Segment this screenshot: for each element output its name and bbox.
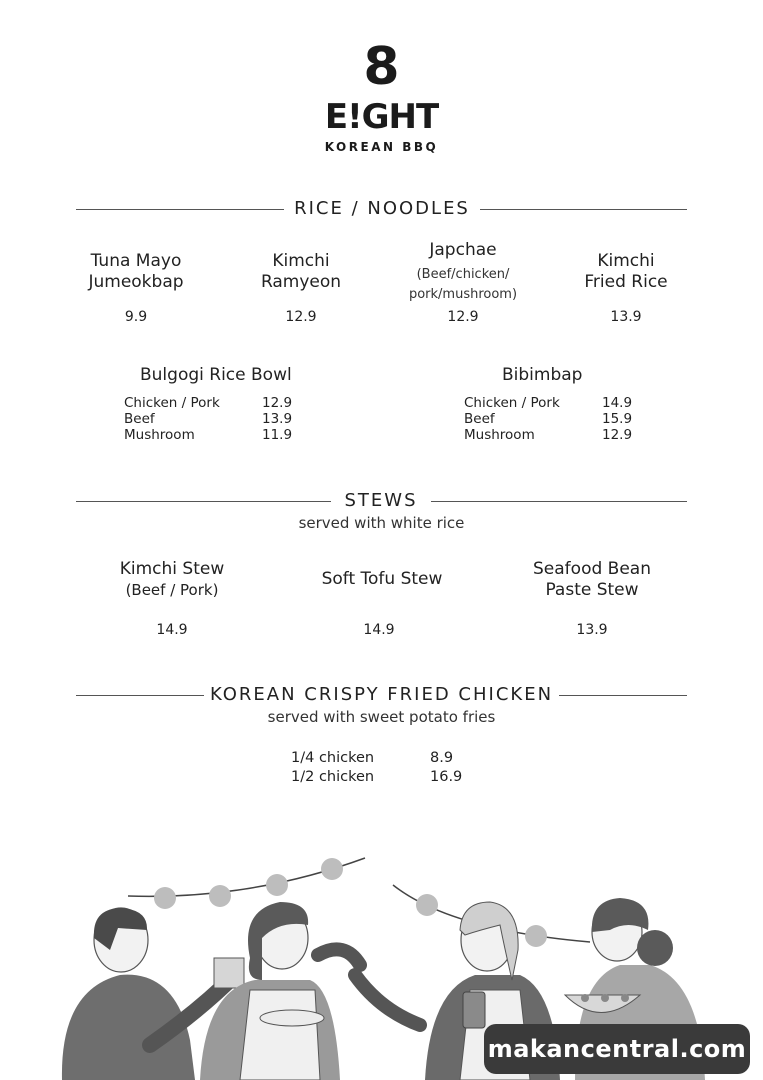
- divider-left: [76, 695, 204, 696]
- option-label: 1/4 chicken: [291, 750, 375, 766]
- item-name: Jumeokbap: [88, 272, 184, 292]
- item-price: 12.9: [285, 309, 317, 325]
- item-price: 14.9: [363, 622, 395, 638]
- item-name: Kimchi: [272, 251, 330, 271]
- option-label: Mushroom: [464, 427, 535, 443]
- options-chicken-prices: [430, 749, 462, 787]
- item-name: Kimchi: [597, 251, 655, 271]
- item-price: 12.9: [447, 309, 479, 325]
- option-label: Chicken / Pork: [124, 395, 220, 411]
- logo-tagline: KOREAN BBQ: [324, 140, 439, 154]
- item-name: Kimchi Stew: [119, 559, 225, 579]
- options-bulgogi-prices: [262, 395, 292, 443]
- section-title-rice-noodles: RICE / NOODLES: [294, 198, 470, 219]
- item-name: Soft Tofu Stew: [321, 569, 443, 589]
- divider-right: [480, 209, 687, 210]
- option-label: Mushroom: [124, 427, 195, 443]
- option-price: 8.9: [430, 750, 454, 766]
- item-name: Seafood Bean: [533, 559, 651, 579]
- logo-numeral: 8: [363, 37, 400, 97]
- section-title-stews: STEWS: [344, 490, 418, 511]
- option-price: 11.9: [262, 427, 293, 443]
- section-subtitle-stews: served with white rice: [298, 514, 465, 532]
- item-price: 13.9: [576, 622, 608, 638]
- option-price: 12.9: [262, 395, 293, 411]
- menu-item-tuna-mayo: [60, 251, 212, 293]
- item-note: (Beef/chicken/: [416, 267, 510, 282]
- item-name: Japchae: [429, 240, 497, 260]
- menu-item-kimchi-fried-rice: [550, 251, 702, 293]
- item-name-bibimbap: Bibimbap: [502, 365, 583, 385]
- options-chicken: [291, 749, 374, 787]
- options-bulgogi: [124, 395, 220, 443]
- section-subtitle-chicken: served with sweet potato fries: [267, 708, 496, 726]
- menu-item-japchae: [387, 240, 539, 305]
- divider-left: [76, 501, 331, 502]
- item-name: Tuna Mayo: [90, 251, 182, 271]
- item-price: 9.9: [124, 309, 148, 325]
- logo-wordmark: E!GHT: [324, 97, 439, 137]
- item-name: Paste Stew: [545, 580, 639, 600]
- menu-item-seafood-bean-paste-stew: [506, 559, 678, 601]
- divider-right: [431, 501, 687, 502]
- option-label: Beef: [124, 411, 155, 427]
- option-label: Beef: [464, 411, 495, 427]
- menu-item-kimchi-stew: [92, 559, 252, 601]
- option-price: 16.9: [430, 769, 463, 785]
- options-bibimbap: [464, 395, 560, 443]
- options-bibimbap-prices: [602, 395, 632, 443]
- item-note: (Beef / Pork): [125, 581, 219, 599]
- option-price: 14.9: [602, 395, 633, 411]
- divider-left: [76, 209, 284, 210]
- item-price: 13.9: [610, 309, 642, 325]
- item-price: 14.9: [156, 622, 188, 638]
- menu-item-kimchi-ramyeon: [225, 251, 377, 293]
- watermark: makancentral.com: [484, 1024, 750, 1074]
- divider-right: [559, 695, 687, 696]
- item-note: pork/mushroom): [408, 287, 518, 302]
- option-price: 15.9: [602, 411, 633, 427]
- section-title-chicken: KOREAN CRISPY FRIED CHICKEN: [209, 684, 554, 705]
- option-label: 1/2 chicken: [291, 769, 375, 785]
- option-price: 12.9: [602, 427, 633, 443]
- item-name: Ramyeon: [260, 272, 342, 292]
- item-name-bulgogi: Bulgogi Rice Bowl: [140, 365, 292, 385]
- option-price: 13.9: [262, 411, 293, 427]
- item-name: Fried Rice: [584, 272, 668, 292]
- option-label: Chicken / Pork: [464, 395, 560, 411]
- menu-item-soft-tofu-stew: [292, 569, 472, 590]
